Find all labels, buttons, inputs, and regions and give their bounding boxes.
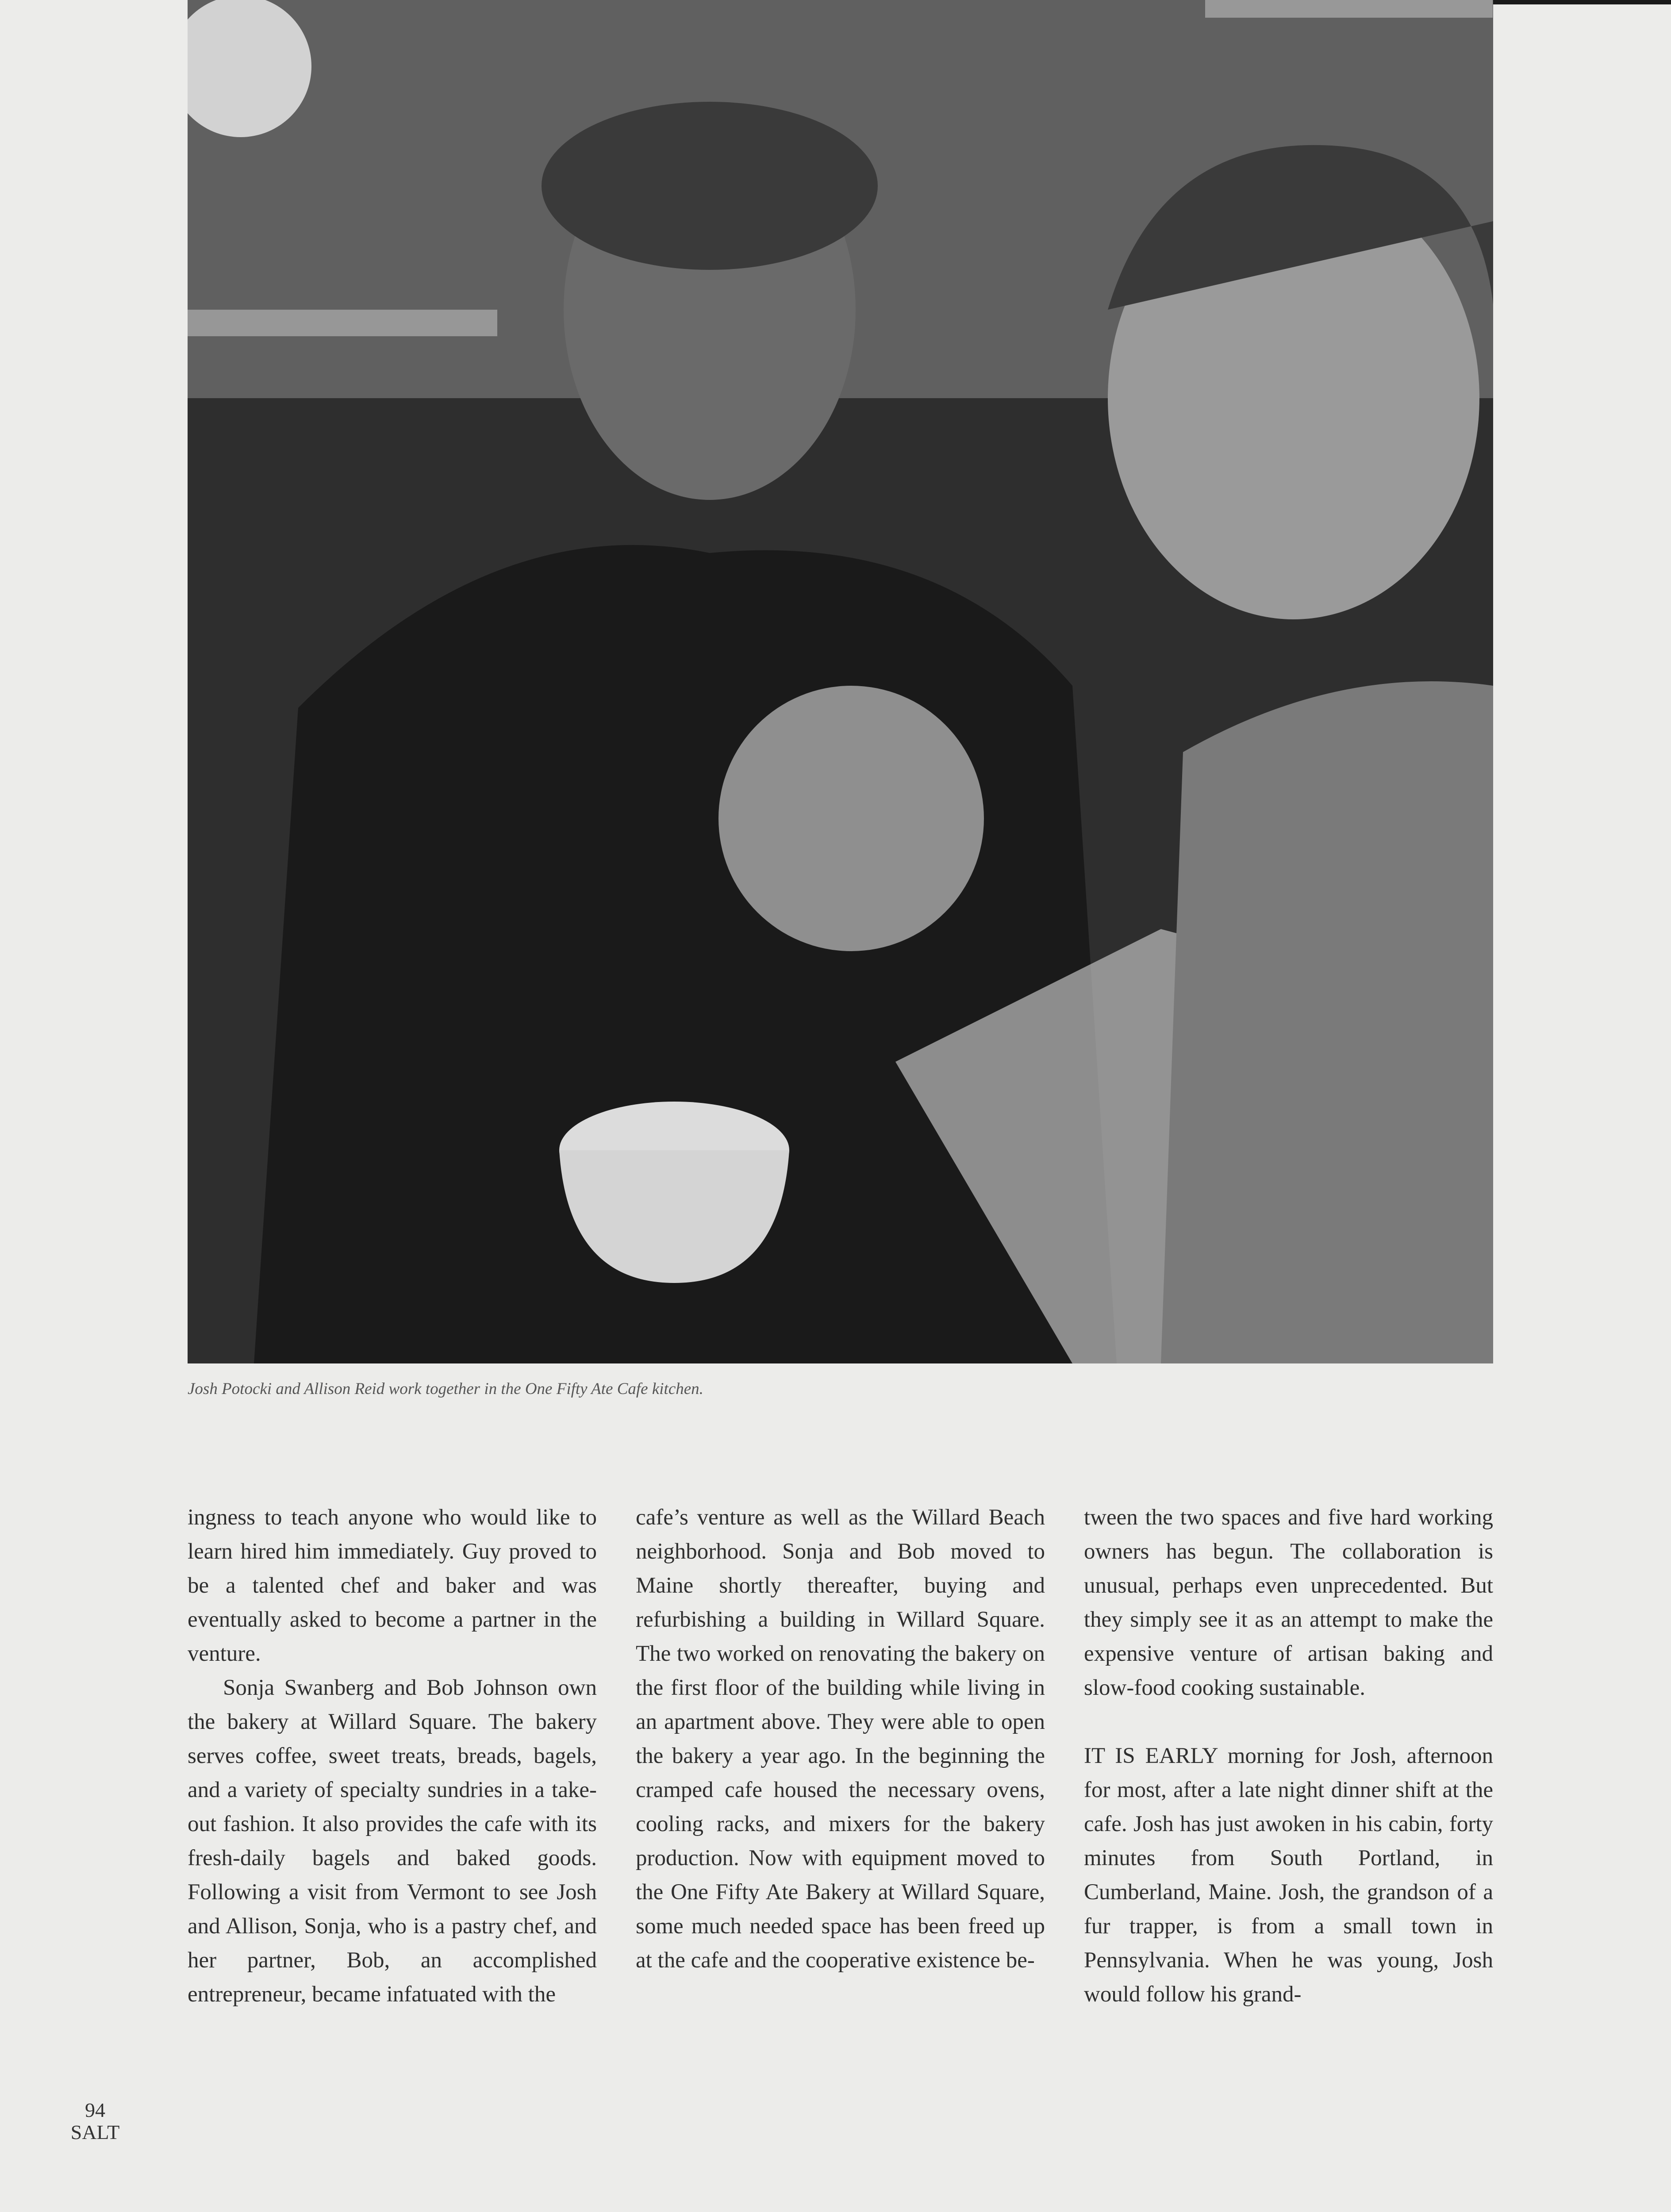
- paragraph: IT IS EARLY morning for Josh, afternoon for most, after a late night dinner shift at the cafe. Josh has just awoken in his cabin, forty minutes from South Portland, in Cumberland, Maine. Josh, the grandson of a fur trapper, is from a small town in Pennsylvania. When he was young, Josh would follow his grand-: [1084, 1743, 1493, 2007]
- publication-name: SALT: [70, 2121, 120, 2143]
- text-column-1: [188, 1501, 597, 2012]
- page-folio: [62, 2099, 128, 2143]
- text-column-3: [1084, 1501, 1493, 2012]
- top-rule: [1491, 0, 1671, 4]
- paragraph: tween the two spaces and five hard working owners has begun. The collaboration is unusual, perhaps even unprecedented. But they simply see it as an attempt to make the expensive venture of artisan baking and slow-food cooking sustainable.: [1084, 1505, 1493, 1700]
- paragraph: cafe’s venture as well as the Willard Beach neighborhood. Sonja and Bob moved to Maine shortly thereafter, buying and refurbishing a building in Willard Square. The two worked on renovating the bakery on the first floor of the building while living in an apartment above. They were able to open the bakery a year ago. In the beginning the cramped cafe housed the necessary ovens, cooling racks, and mixers for the bakery production. Now with equipment moved to the One Fifty Ate Bakery at Willard Square, some much needed space has been freed up at the cafe and the cooperative existence be-: [636, 1505, 1045, 1973]
- photo-caption: Josh Potocki and Allison Reid work together in the One Fifty Ate Cafe kitchen.: [188, 1380, 703, 1398]
- paragraph: Sonja Swanberg and Bob Johnson own the bakery at Willard Square. The bakery serves coffee, sweet treats, breads, bagels, and a variety of specialty sundries in a take-out fashion. It also provides the cafe with its fresh-daily bagels and baked goods. Following a visit from Vermont to see Josh and Allison, Sonja, who is a pastry chef, and her partner, Bob, an accomplished entrepreneur, became infatuated with the: [188, 1675, 597, 2007]
- page-number: 94: [85, 2099, 105, 2121]
- article-photo: [188, 0, 1493, 1363]
- paragraph: ingness to teach anyone who would like to learn hired him immediately. Guy proved to be a talented chef and baker and was eventually asked to become a partner in the venture.: [188, 1505, 597, 1666]
- photo-illustration: [188, 0, 1493, 1363]
- text-column-2: [636, 1501, 1045, 1978]
